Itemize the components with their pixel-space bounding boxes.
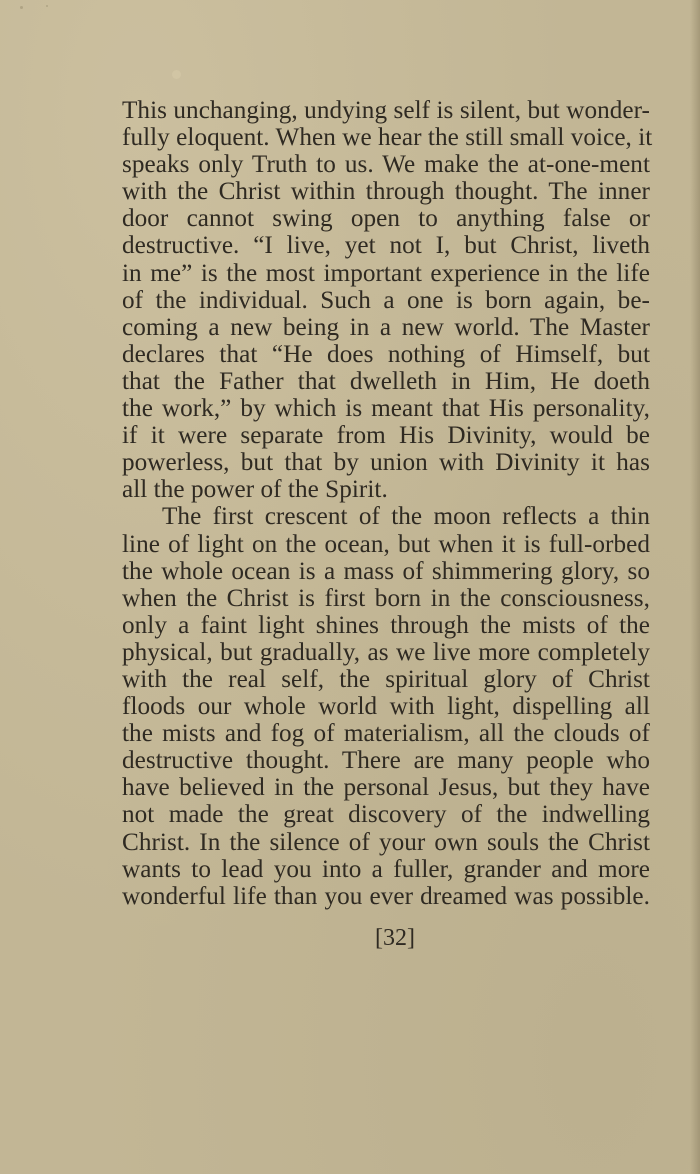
text-line: in me” is the most important experience in the life bbox=[122, 259, 650, 287]
text-line: not made the great discovery of the indwelling bbox=[122, 801, 650, 829]
text-line: physical, but gradually, as we live more completely bbox=[122, 638, 650, 666]
text-line: floods our whole world with light, dispelling all bbox=[122, 693, 650, 721]
text-line: wants to lead you into a fuller, grander and more bbox=[122, 855, 650, 883]
text-line: speaks only Truth to us. We make the at-one-ment bbox=[122, 151, 650, 179]
text-line: the work,” by which is meant that His personality, bbox=[122, 395, 650, 423]
text-line: all the power of the Spirit. bbox=[122, 476, 388, 504]
page-number: [32] bbox=[375, 925, 415, 951]
text-line: declares that “He does nothing of Himself, but bbox=[122, 340, 650, 368]
text-line: destructive. “I live, yet not I, but Christ, liveth bbox=[122, 232, 650, 260]
paragraph-1 bbox=[122, 97, 653, 504]
paper-speck bbox=[46, 5, 48, 7]
text-line: with the Christ within through thought. The inner bbox=[122, 178, 650, 206]
text-line: fully eloquent. When we hear the still small voice, it bbox=[122, 124, 653, 152]
text-line: Christ. In the silence of your own souls the Christ bbox=[122, 828, 650, 856]
text-line: with the real self, the spiritual glory of Christ bbox=[122, 665, 650, 693]
text-line: door cannot swing open to anything false or bbox=[122, 205, 650, 233]
text-line: have believed in the personal Jesus, but they have bbox=[122, 774, 650, 802]
text-line: The first crescent of the moon reflects a thin bbox=[162, 503, 650, 531]
page-edge-shadow bbox=[690, 0, 700, 1174]
text-line: coming a new being in a new world. The Master bbox=[122, 313, 650, 341]
text-line: destructive thought. There are many people who bbox=[122, 747, 650, 775]
text-line: powerless, but that by union with Divinity it has bbox=[122, 449, 650, 477]
text-line: This unchanging, undying self is silent, but wonder- bbox=[122, 97, 650, 124]
text-line: if it were separate from His Divinity, would be bbox=[122, 422, 650, 450]
text-line: when the Christ is first born in the consciousness, bbox=[122, 584, 650, 612]
text-line: of the individual. Such a one is born again, be- bbox=[122, 286, 650, 314]
body-text bbox=[122, 97, 653, 910]
paper-speck bbox=[172, 70, 181, 79]
text-line: the mists and fog of materialism, all the clouds of bbox=[122, 720, 650, 748]
text-line: wonderful life than you ever dreamed was possible. bbox=[122, 882, 650, 910]
paper-speck bbox=[20, 6, 23, 9]
text-line: only a faint light shines through the mists of the bbox=[122, 611, 650, 639]
text-line: that the Father that dwelleth in Him, He doeth bbox=[122, 367, 650, 395]
text-line: line of light on the ocean, but when it is full-orbed bbox=[122, 530, 650, 558]
text-line: the whole ocean is a mass of shimmering glory, so bbox=[122, 557, 650, 585]
paragraph-2 bbox=[122, 503, 650, 909]
